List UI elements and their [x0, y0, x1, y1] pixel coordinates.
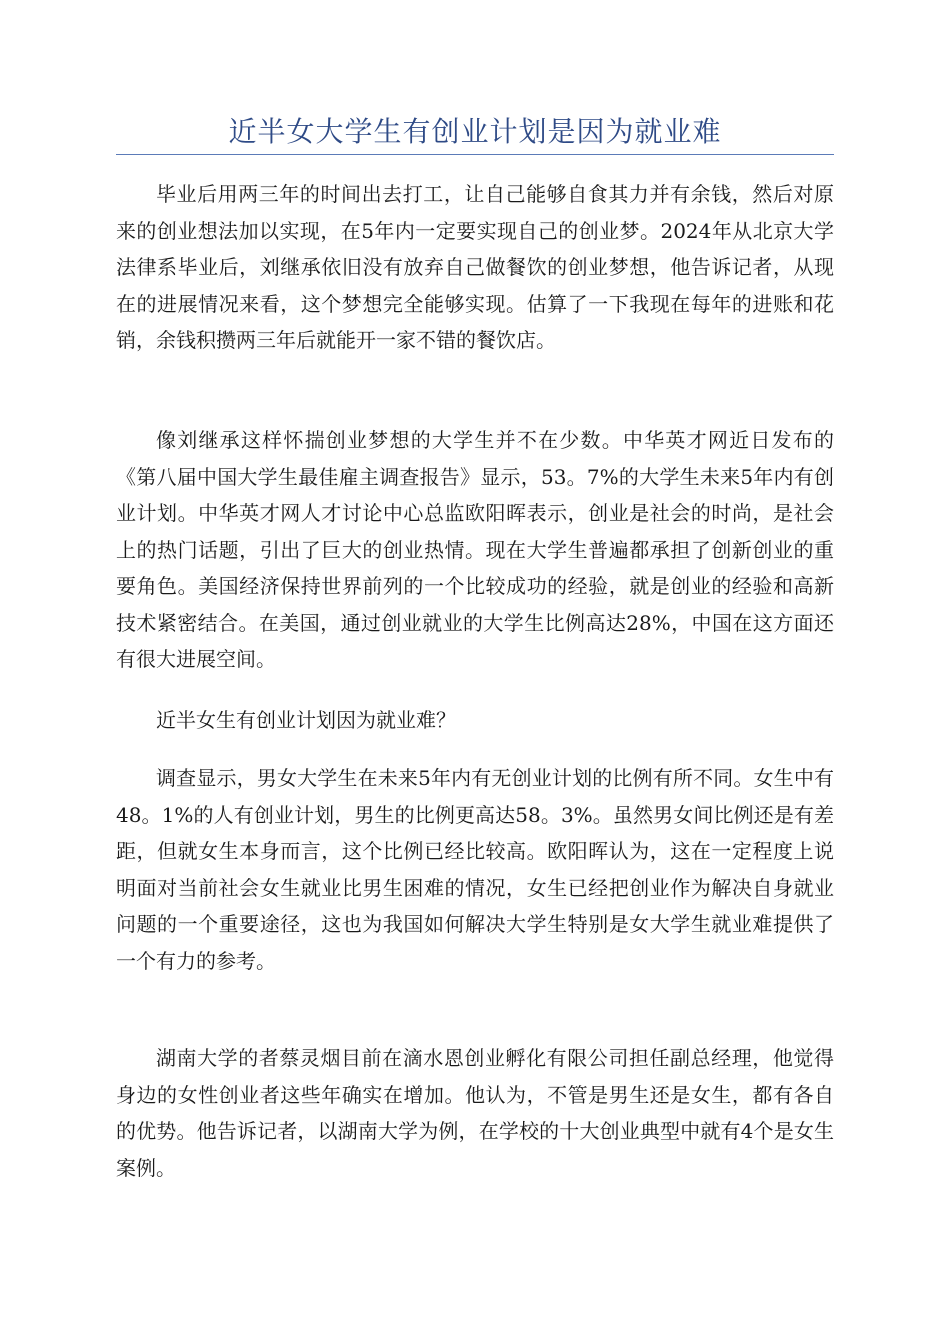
paragraph: 调查显示，男女大学生在未来5年内有无创业计划的比例有所不同。女生中有48。1%的人有创业计划，男生的比例更高达58。3%。虽然男女间比例还是有差距，但就女生本身而言，这个比例已经比较高。欧阳晖认为，这在一定程度上说明面对当前社会女生就业比男生困难的情况，女生已经把创业作为解决自身就业问题的一个重要途径，这也为我国如何解决大学生特别是女大学生就业难提供了一个有力的参考。	[116, 766, 834, 973]
document-title: 近半女大学生有创业计划是因为就业难	[228, 115, 722, 148]
section-question: 近半女生有创业计划因为就业难？	[156, 708, 456, 732]
paragraph: 像刘继承这样怀揣创业梦想的大学生并不在少数。中华英才网近日发布的《第八届中国大学生最佳雇主调查报告》显示，53。7%的大学生未来5年内有创业计划。中华英才网人才讨论中心总监欧阳晖表示，创业是社会的时尚，是社会上的热门话题，引出了巨大的创业热情。现在大学生普遍都承担了创新创业的重要角色。美国经济保持世界前列的一个比较成功的经验，就是创业的经验和高新技术紧密结合。在美国，通过创业就业的大学生比例高达28%，中国在这方面还有很大进展空间。	[116, 428, 834, 671]
paragraph: 湖南大学的者蔡灵烟目前在滴水恩创业孵化有限公司担任副总经理，他觉得身边的女性创业者这些年确实在增加。他认为，不管是男生还是女生，都有各自的优势。他告诉记者，以湖南大学为例，在学校的十大创业典型中就有4个是女生案例。	[116, 1046, 834, 1180]
paragraph: 毕业后用两三年的时间出去打工，让自己能够自食其力并有余钱，然后对原来的创业想法加以实现，在5年内一定要实现自己的创业梦。2024年从北京大学法律系毕业后，刘继承依旧没有放弃自己做餐饮的创业梦想，他告诉记者，从现在的进展情况来看，这个梦想完全能够实现。估算了一下我现在每年的进账和花销，余钱积攒两三年后就能开一家不错的餐饮店。	[116, 182, 834, 352]
title-underline	[116, 154, 834, 155]
